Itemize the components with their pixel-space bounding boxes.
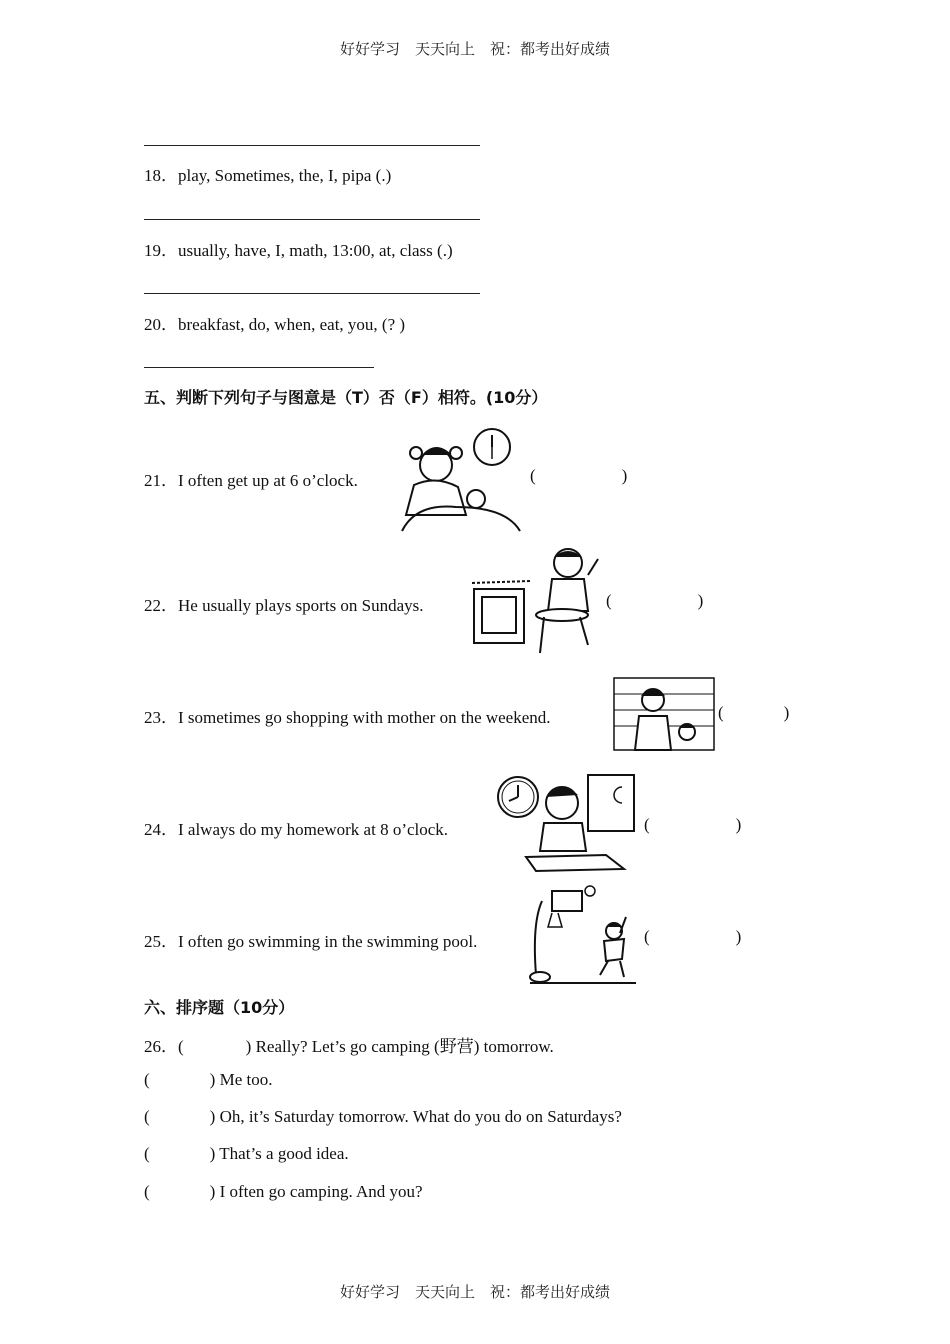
answer-paren-25[interactable]: ( ) — [644, 927, 742, 946]
dialogue-line-5 — [144, 1182, 423, 1202]
answer-paren[interactable]: ( ) — [144, 1182, 216, 1201]
question-number: 23． — [144, 708, 178, 727]
question-22 — [144, 591, 424, 616]
question-20 — [144, 310, 405, 335]
answer-paren[interactable]: ( ) — [144, 1144, 216, 1163]
question-text: breakfast, do, when, eat, you, (? ) — [178, 315, 406, 334]
section-title-5: 五、判断下列句子与图意是（T）否（F）相符。(10分） — [144, 388, 548, 407]
dialogue-line-3 — [144, 1107, 622, 1127]
section-title-6: 六、排序题（10分） — [144, 998, 295, 1017]
answer-line-18[interactable] — [144, 219, 480, 220]
page-footer: 好好学习 天天向上 祝：都考出好成绩 — [339, 1283, 610, 1301]
question-text: usually, have, I, math, 13:00, at, class (.) — [178, 241, 453, 260]
mother-child-shopping-icon — [613, 676, 715, 752]
question-number: 22． — [144, 596, 178, 615]
question-25 — [144, 927, 477, 952]
question-text: play, Sometimes, the, I, pipa (.) — [178, 166, 392, 185]
question-number: 21． — [144, 471, 178, 490]
dialogue-text: Really? Let’s go camping (野营) tomorrow. — [255, 1037, 554, 1056]
dialogue-text: That’s a good idea. — [219, 1144, 349, 1163]
page-header: 好好学习 天天向上 祝：都考出好成绩 — [339, 40, 610, 58]
boy-watching-tv-icon — [470, 545, 606, 655]
answer-paren-24[interactable]: ( ) — [644, 815, 742, 834]
question-21 — [144, 466, 358, 491]
answer-line-17[interactable] — [144, 145, 480, 146]
question-19 — [144, 236, 453, 261]
answer-paren[interactable]: ( ) — [144, 1107, 216, 1126]
answer-paren[interactable]: ( ) — [178, 1037, 252, 1056]
answer-line-20[interactable] — [144, 367, 374, 368]
answer-line-19[interactable] — [144, 293, 480, 294]
question-text: He usually plays sports on Sundays. — [178, 596, 424, 615]
question-number: 24． — [144, 820, 178, 839]
dialogue-text: Oh, it’s Saturday tomorrow. What do you do on Saturdays? — [219, 1107, 622, 1126]
question-23 — [144, 703, 551, 728]
boy-homework-clock-icon — [496, 773, 636, 873]
question-number: 20． — [144, 315, 178, 334]
answer-paren-21[interactable]: ( ) — [530, 466, 628, 485]
question-number: 18． — [144, 166, 178, 185]
dialogue-text: Me too. — [219, 1070, 273, 1089]
dialogue-text: I often go camping. And you? — [219, 1182, 423, 1201]
question-number: 25． — [144, 932, 178, 951]
dialogue-line-1 — [144, 1032, 554, 1057]
question-text: I sometimes go shopping with mother on the weekend. — [178, 708, 551, 727]
question-number: 26． — [144, 1037, 178, 1056]
answer-paren-22[interactable]: ( ) — [606, 591, 704, 610]
answer-paren[interactable]: ( ) — [144, 1070, 216, 1089]
answer-paren-23[interactable]: ( ) — [718, 703, 790, 722]
dialogue-line-4 — [144, 1144, 349, 1164]
question-24 — [144, 815, 448, 840]
question-text: I often get up at 6 o’clock. — [178, 471, 358, 490]
question-text: I often go swimming in the swimming pool. — [178, 932, 478, 951]
question-18 — [144, 161, 391, 186]
dialogue-line-2 — [144, 1070, 272, 1090]
basketball-player-icon — [528, 883, 638, 987]
question-number: 19． — [144, 241, 178, 260]
question-text: I always do my homework at 8 o’clock. — [178, 820, 449, 839]
girl-waking-child-clock-icon — [396, 425, 522, 533]
